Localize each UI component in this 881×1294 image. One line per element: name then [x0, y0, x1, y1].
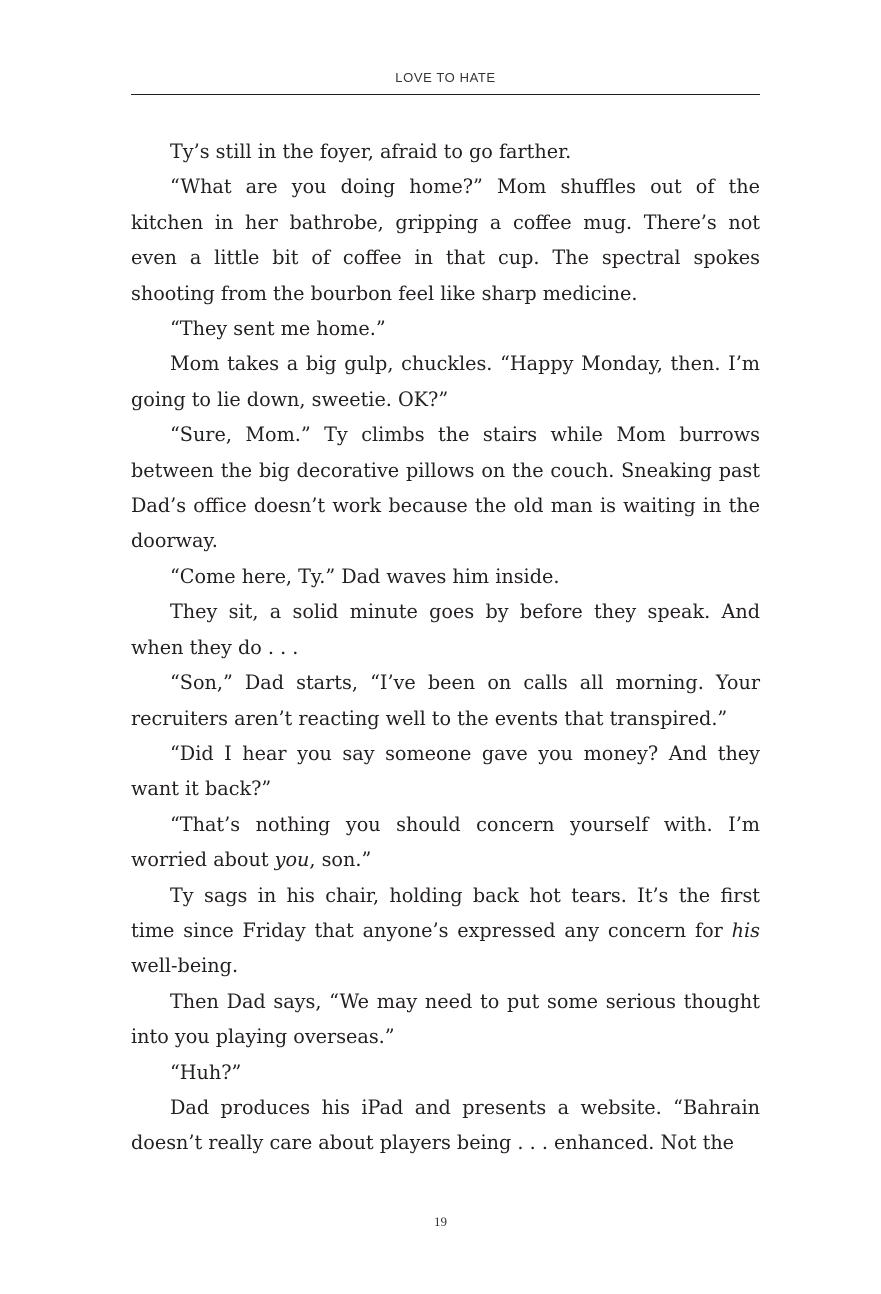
paragraph-12: Then Dad says, “We may need to put some serious thought into you playing overseas.” — [131, 989, 760, 1049]
paragraph-5: “Sure, Mom.” Ty climbs the stairs while Mom burrows between the big decorative pillows on the couch. Sneaking past Dad’s office doesn’t work because the old man is waiting in the doorway. — [131, 423, 760, 553]
paragraph-2: “What are you doing home?” Mom shuffles out of the kitchen in her bathrobe, gripping a coffee mug. There’s not even a little bit of coffee in that cup. The spectral spokes shooting from the bourbon feel like sharp medicine. — [131, 175, 760, 305]
paragraph-14: Dad produces his iPad and presents a website. “Bahrain doesn’t really care about players being . . . enhanced. Not the — [131, 1095, 760, 1155]
paragraph-9: “Did I hear you say someone gave you money? And they want it back?” — [131, 741, 760, 801]
paragraph-3: “They sent me home.” — [170, 317, 386, 341]
paragraph-1: Ty’s still in the foyer, afraid to go farther. — [170, 140, 572, 163]
paragraph-7: They sit, a solid minute goes by before they speak. And when they do . . . — [131, 600, 760, 659]
header-rule — [131, 94, 760, 95]
paragraph-10-after: , son.” — [309, 848, 372, 872]
paragraph-10-before: “That’s nothing you should concern yourself with. I’m worried about — [131, 812, 760, 872]
paragraph-11-before: Ty sags in his chair, holding back hot tears. It’s the first time since Friday that anyone’s expressed any concern for — [131, 883, 760, 942]
paragraph-11-emphasis: his — [731, 918, 760, 942]
running-head: LOVE TO HATE — [395, 70, 496, 85]
paragraph-11 — [131, 878, 760, 984]
page-body — [131, 134, 760, 1161]
paragraph-8: “Son,” Dad starts, “I’ve been on calls all morning. Your recruiters aren’t reacting well to the events that transpired.” — [131, 671, 760, 730]
page-number: 19 — [434, 1214, 447, 1229]
paragraph-13: “Huh?” — [170, 1060, 242, 1084]
paragraph-6: “Come here, Ty.” Dad waves him inside. — [170, 564, 560, 588]
paragraph-11-after: well-being. — [131, 954, 239, 978]
paragraph-10-emphasis: you — [274, 848, 310, 872]
paragraph-10 — [131, 807, 760, 878]
paragraph-4: Mom takes a big gulp, chuckles. “Happy Monday, then. I’m going to lie down, sweetie. OK?” — [131, 352, 760, 411]
